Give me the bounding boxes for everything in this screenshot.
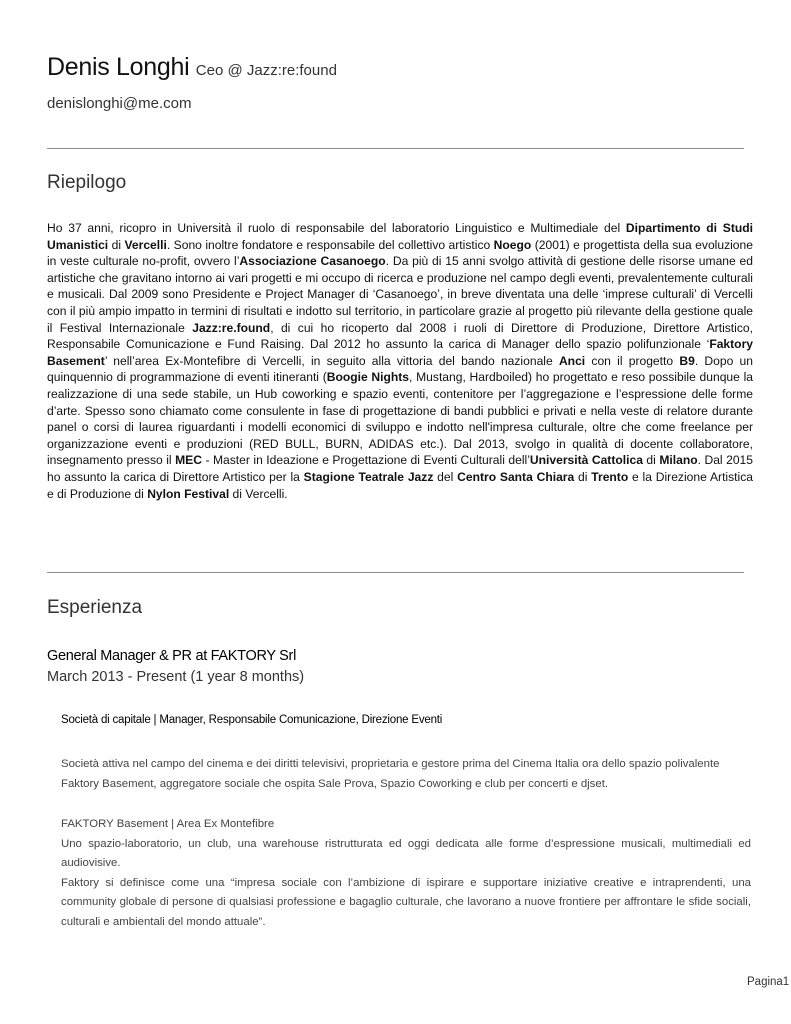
job-dates: March 2013 - Present (1 year 8 months) bbox=[47, 669, 305, 685]
email-address: denislonghi@me.com bbox=[47, 95, 192, 112]
header bbox=[47, 53, 337, 82]
job-detail-line: Faktory si definisce come una “impresa sociale con l’ambizione di ispirare e supportare iniziative creative e intraprendenti, una community globale di persone di qualsiasi professione e bagaglio culturale, che lavorano a nuove frontiere per affrontare le sfide sociali, culturali e ambientali del mondo attuale”. bbox=[61, 876, 751, 928]
job-description: Società attiva nel campo del cinema e dei diritti televisivi, proprietaria e gestore prima del Cinema Italia ora dello spazio polivalente Faktory Basement, aggregatore sociale che ospita Sale Prova, Spazio Coworking e club per concerti e djset. bbox=[61, 758, 720, 790]
summary-paragraph: Ho 37 anni, ricopro in Università il ruolo di responsabile del laboratorio Linguistico e Multimediale del Dipartimento di Studi Umanistici di Vercelli. Sono inoltre fondatore e responsabile del collettivo artistico Noego (2001) e progettista della sua evoluzione in veste culturale no-profit, ovvero l’Associazione Casanoego. Da più di 15 anni svolgo attività di gestione delle risorse umane ed artistiche che gravitano intorno ai vari progetti e mi occupo di ricerca e produzione nel campo degli eventi, prevalentemente culturali e musicali. Dal 2009 sono Presidente e Project Manager di ‘Casanoego’, in breve diventata una delle ‘imprese culturali’ di Vercelli con il più ampio impatto in termini di risultati e indotto sul territorio, in particolare grazie al progetto più rilevante della gestione quale il Festival Internazionale Jazz:re.found, di cui ho ricoperto dal 2008 i ruoli di Direttore di Produzione, Direttore Artistico, Responsabile Comunicazione e Fund Raising. Dal 2012 ho assunto la carica di Manager dello spazio polifunzionale ‘Faktory Basement’ nell’area Ex-Montefibre di Vercelli, in seguito alla vittoria del bando nazionale Anci con il progetto B9. Dopo un quinquennio di programmazione di eventi itineranti (Boogie Nights, Mustang, Hardboiled) ho progettato e reso possibile dunque la realizzazione di una sede stabile, un Hub coworking e spazio eventi, contenitore per l’aggregazione e l’espressione delle forme d’arte. Spesso sono chiamato come consulente in fase di progettazione di bandi pubblici e privati e nella veste di relatore durante panel o corsi di laurea riguardanti i modelli economici di sviluppo e indotto nell'impresa culturale, oltre che come freelance per organizzazione eventi e produzioni (RED BULL, BURN, ADIDAS etc.). Dal 2013, svolgo in qualità di docente collaboratore, insegnamento presso il MEC - Master in Ideazione e Progettazione di Eventi Culturali dell’Università Cattolica di Milano. Dal 2015 ho assunto la carica di Direttore Artistico per la Stagione Teatrale Jazz del Centro Santa Chiara di Trento e la Direzione Artistica e di Produzione di Nylon Festival di Vercelli. bbox=[47, 221, 754, 501]
person-name: Denis Longhi bbox=[47, 53, 190, 81]
section-title-summary: Riepilogo bbox=[47, 172, 127, 193]
section-title-experience: Esperienza bbox=[47, 597, 143, 618]
job-details bbox=[61, 815, 751, 932]
divider bbox=[47, 572, 744, 573]
divider bbox=[47, 148, 744, 149]
job-detail-line: FAKTORY Basement | Area Ex Montefibre bbox=[61, 818, 275, 830]
person-role: Ceo @ Jazz:re:found bbox=[195, 62, 337, 79]
job-subtitle: Società di capitale | Manager, Responsabile Comunicazione, Direzione Eventi bbox=[61, 714, 443, 726]
job-title: General Manager & PR at FAKTORY Srl bbox=[47, 648, 297, 664]
page-number: Pagina1 bbox=[747, 976, 790, 988]
job-detail-line: Uno spazio-laboratorio, un club, una warehouse ristrutturata ed oggi dedicata alle forme d’espressione musicali, multimediali ed audiovisive. bbox=[61, 837, 751, 869]
